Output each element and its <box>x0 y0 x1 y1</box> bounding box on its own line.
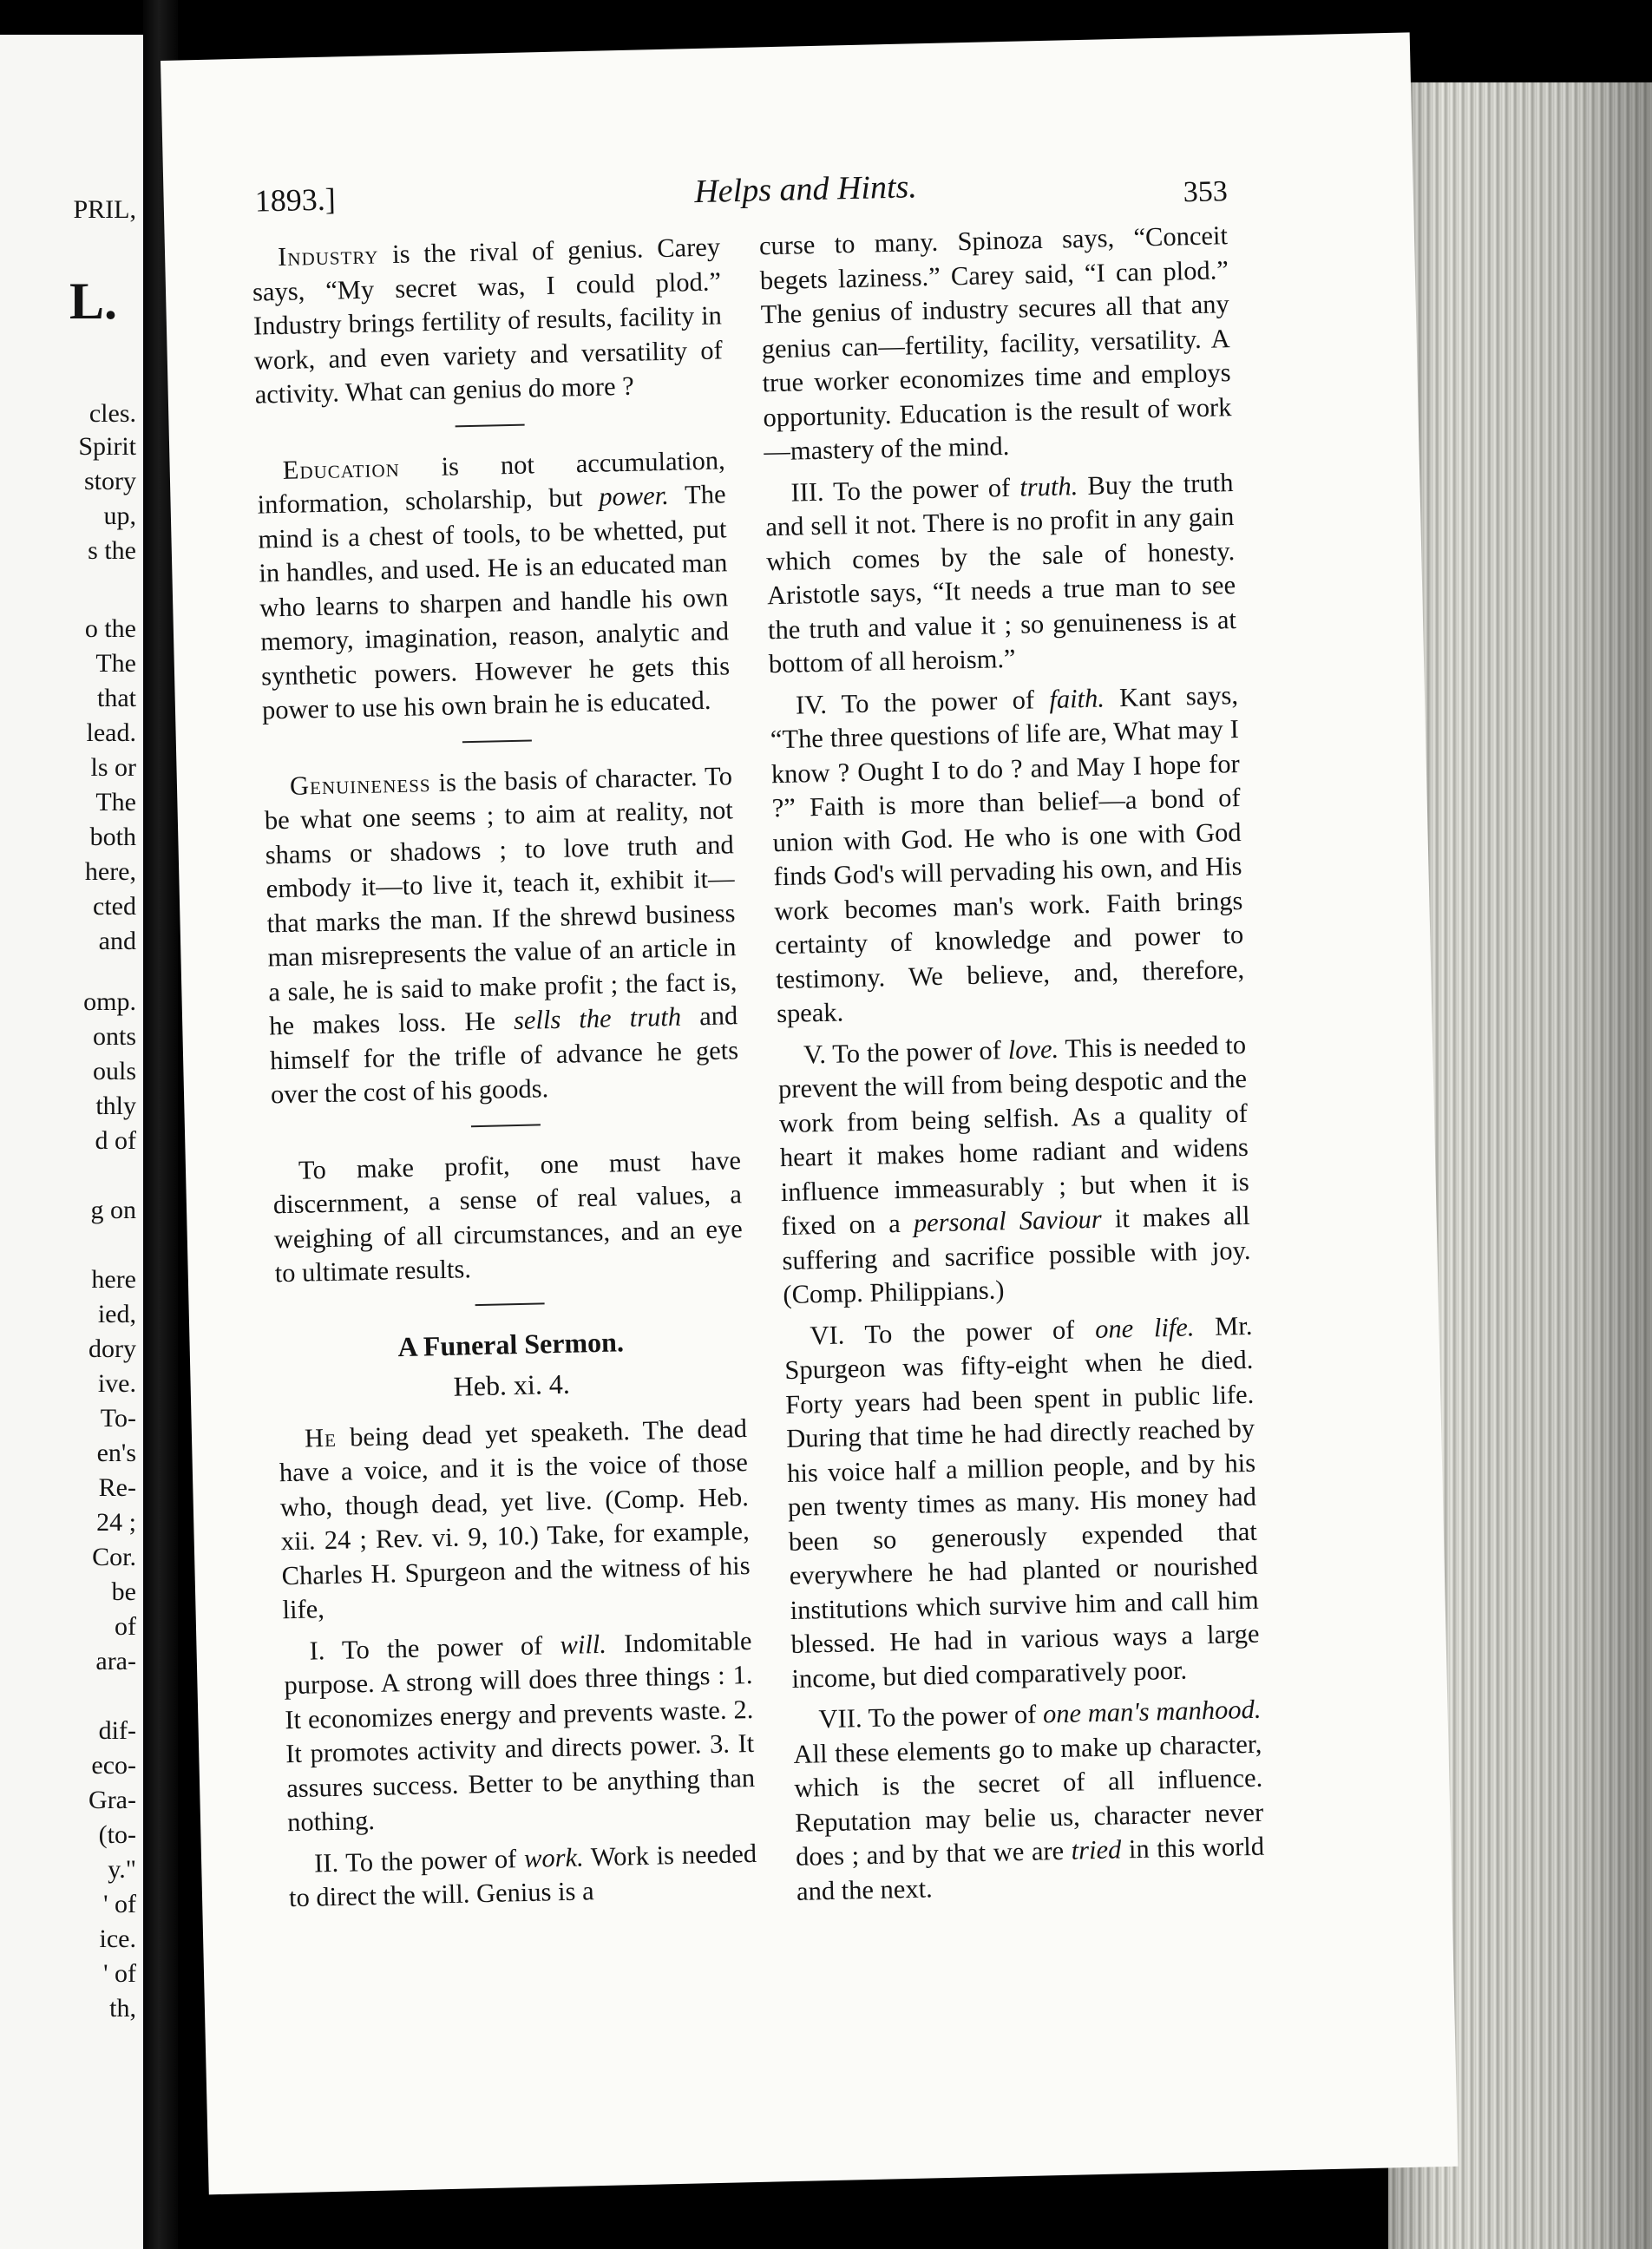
point-text: This is needed to prevent the will from being despotic and the work from being selfish. As a quality of heart it makes home radiant and widens influence immeasurably ; but when it is fixed on a <box>777 1029 1250 1242</box>
point-text: it makes all suffering and sacrifice possible with joy. (Comp. Philippians.) <box>782 1200 1251 1310</box>
left-page-fragment: ive. <box>97 1369 136 1398</box>
left-page-fragment: Cor. <box>92 1543 136 1571</box>
left-page-fragment: ara- <box>95 1647 136 1675</box>
lead-word: Industry <box>277 239 379 272</box>
emphasis: faith. <box>1048 683 1105 714</box>
paragraph-education <box>256 443 731 728</box>
section-divider <box>471 1124 541 1127</box>
left-column <box>252 230 758 1922</box>
left-page-fragment: L. <box>69 272 117 330</box>
header-year: 1893.] <box>254 181 337 219</box>
paragraph-genuineness <box>264 759 740 1112</box>
left-page-fragment: here <box>91 1265 136 1294</box>
left-page-fragment: d of <box>95 1126 136 1155</box>
paragraph-text: is the rival of genius. Carey says, “My secret was, I could plod.” Industry brings fertility of results, facility in work, and even variety and versatility of activity. What can genius do more ? <box>252 232 724 410</box>
left-page-fragment: cles. <box>88 399 136 428</box>
emphasis: truth. <box>1019 470 1078 502</box>
left-page-fragment: Gra- <box>88 1786 136 1814</box>
emphasis: power. <box>598 480 670 512</box>
left-page-fragment: Re- <box>98 1473 136 1502</box>
left-page-fragment: o the <box>84 614 136 643</box>
paragraph-text: being dead yet speaketh. The dead have a voice, and it is the voice of those who, though dead, yet live. (Comp. Heb. xii. 24 ; Rev. vi. 9, 10.) Take, for example, Charles H. Spurgeon and the witness of his life, <box>279 1413 751 1625</box>
left-page-fragment: ied, <box>97 1300 136 1328</box>
point-1 <box>283 1624 756 1840</box>
emphasis: work. <box>523 1841 585 1873</box>
emphasis: sells the truth <box>513 1001 682 1036</box>
left-page-fragment: lead. <box>86 718 136 747</box>
point-text: All these elements go to make up character, which is the secret of all influence. Reputation may belie us, character never does ; and by that we are <box>793 1728 1264 1872</box>
point-text: III. To the power of <box>790 472 1020 508</box>
left-page-fragment: and <box>98 927 136 955</box>
paragraph-text: is the basis of character. To be what one seems ; to aim at reality, not shams or shadows ; to love truth and embody it—to live it, teach it, exhibit it—that marks the man. If the shrewd business man misrepresents the value of an article in a sale, he is said to make profit ; the fact is, he makes loss. He <box>264 760 738 1041</box>
left-page-fragment: 24 ; <box>96 1508 136 1537</box>
paragraph-industry <box>252 230 724 412</box>
point-5 <box>777 1027 1252 1312</box>
left-page-fragment: cted <box>93 892 136 921</box>
left-page-fragment: The <box>95 788 136 816</box>
left-page-fragment: of <box>115 1612 136 1641</box>
left-page-fragment: here, <box>84 857 136 886</box>
left-page-fragment: To- <box>100 1404 136 1433</box>
left-page-fragment: (to- <box>98 1820 136 1849</box>
left-page-fragment: thly <box>95 1092 136 1120</box>
left-page-fragment: both <box>89 823 136 851</box>
left-page-fragment: omp. <box>83 987 136 1016</box>
left-page-fragment: ls or <box>90 753 136 782</box>
paragraph-text: is not accumulation, information, scholarship, but <box>257 444 725 520</box>
left-page-fragment: eco- <box>91 1751 136 1780</box>
left-facing-page <box>0 35 143 2249</box>
point-text: in this world and the next. <box>796 1831 1265 1906</box>
point-text: Mr. Spurgeon was fifty-eight when he died. Forty years had been spent in public life. During that time he had directly reached by his voice half a million people, and by his pen twenty times as many. His money had been so generously expended that everywhere he had planted or nourished institutions which survive him and call him blessed. He had in various ways a large income, but died comparatively poor. <box>784 1310 1260 1694</box>
point-text: Work is needed to direct the will. Genius is a <box>288 1838 757 1913</box>
lead-word: Education <box>282 452 401 485</box>
left-page-fragment: en's <box>96 1439 136 1467</box>
point-text: VII. To the power of <box>818 1699 1044 1734</box>
point-text: I. To the power of <box>309 1629 560 1666</box>
left-page-fragment: s the <box>88 536 136 565</box>
right-column <box>759 219 1266 1916</box>
left-page-fragment: y." <box>108 1855 136 1884</box>
left-page-fragment: ' of <box>103 1890 136 1918</box>
left-page-fragment: ' of <box>103 1959 136 1988</box>
page-number: 353 <box>1183 175 1229 209</box>
point-text: Indomitable purpose. A strong will does three things : 1. It economizes energy and prevents waste. 2. It promotes activity and directs power. 3. It assures success. Better to be anything than nothing. <box>284 1625 756 1838</box>
emphasis: will. <box>560 1629 607 1660</box>
emphasis: one life. <box>1094 1311 1195 1344</box>
point-7 <box>792 1693 1265 1909</box>
left-page-fragment: ouls <box>92 1057 136 1085</box>
section-divider <box>456 423 525 427</box>
emphasis: one man's manhood. <box>1042 1694 1262 1729</box>
emphasis: love. <box>1007 1033 1059 1065</box>
point-text: IV. To the power of <box>795 684 1050 720</box>
paragraph-intro <box>279 1412 751 1628</box>
lead-word: Genuineness <box>289 767 431 801</box>
sermon-title: A Funeral Sermon. <box>397 1325 625 1362</box>
emphasis: personal Saviour <box>913 1203 1103 1238</box>
emphasis: tried <box>1071 1834 1122 1865</box>
point-text: Kant says, “The three questions of life are, What may I know ? Ought I to do ? and May I hope for ?” Faith is more than belief—a bond of union with God. He who is one with God finds God's will pervading his own, and His work becomes man's work. Faith brings certainty of knowledge and power to testimony. We believe, and, therefore, speak. <box>770 679 1245 1029</box>
left-page-fragment: ice. <box>99 1924 136 1953</box>
left-page-fragment: The <box>95 649 136 678</box>
point-text: VI. To the power of <box>810 1314 1096 1350</box>
left-page-fragment: story <box>84 467 136 495</box>
left-page-fragment: that <box>97 684 136 712</box>
point-2 <box>288 1836 758 1915</box>
paragraph-text: and himself for the trifle of advance he gets over the cost of his goods. <box>269 1000 739 1110</box>
paragraph-profit: To make profit, one must have discernment, a sense of real values, a weighing of all circumstances, and an eye to ultimate results. <box>272 1144 744 1288</box>
paragraph-continued: curse to many. Spinoza says, “Conceit begets laziness.” Carey said, “I can plod.” The genius of industry secures all that any genius can—fertility, facility, versatility. A true worker economizes time and employs opportunity. Education is the result of work—mastery of the mind. <box>758 220 1232 467</box>
left-page-fragment: Spirit <box>78 432 136 461</box>
section-divider <box>475 1302 545 1306</box>
lead-word: He <box>304 1422 338 1453</box>
left-page-fragment: dory <box>88 1334 136 1363</box>
left-page-fragment: th, <box>109 1994 136 2023</box>
point-4 <box>770 679 1246 1032</box>
running-title: Helps and Hints. <box>693 168 918 211</box>
sermon-reference: Heb. xi. 4. <box>453 1367 571 1402</box>
left-page-fragment: up, <box>103 502 136 530</box>
paragraph-text: The mind is a chest of tools, to be whetted, put in handles, and used. He is an educated man who learns to sharpen and handle his own memory, imagination, reason, analytic and synthetic powers. However he gets this power to use his own brain he is educated. <box>258 479 731 725</box>
point-text: V. To the power of <box>803 1034 1009 1069</box>
left-page-fragment: g on <box>90 1196 136 1224</box>
book-page <box>161 32 1458 2194</box>
section-divider <box>462 739 532 743</box>
point-text: Buy the truth and sell it not. There is no profit in any gain which comes by the sale of honesty. Aristotle says, “It needs a true man to see the truth and value it ; so genuineness is at bottom of all heroism.” <box>764 467 1237 679</box>
left-page-fragment: PRIL, <box>73 195 136 224</box>
left-page-fragment: dif- <box>98 1716 136 1745</box>
point-6 <box>783 1308 1261 1696</box>
point-3 <box>764 466 1237 682</box>
left-page-fragment: onts <box>92 1022 136 1051</box>
point-text: II. To the power of <box>313 1843 525 1879</box>
left-page-fragment: be <box>111 1577 136 1606</box>
